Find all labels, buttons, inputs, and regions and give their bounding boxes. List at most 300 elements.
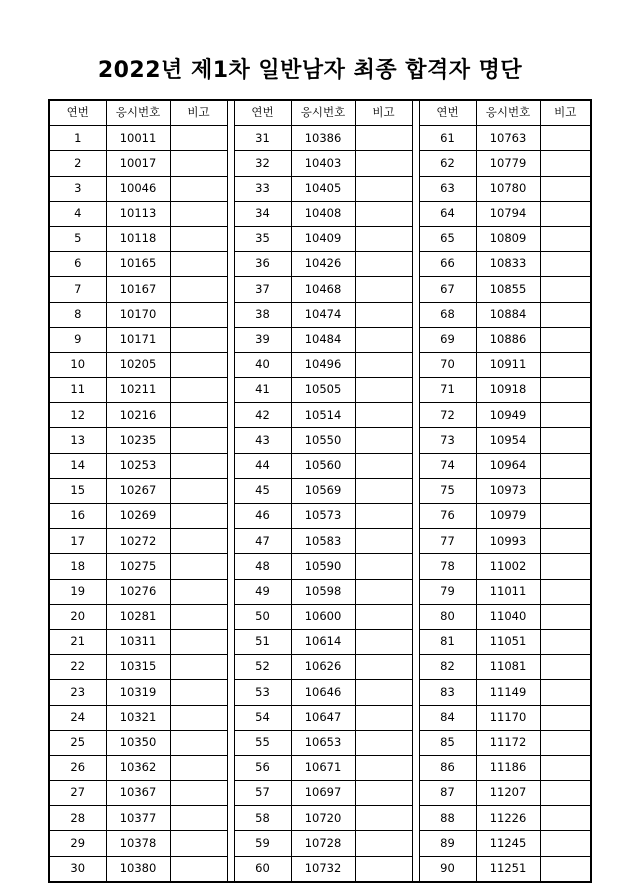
table-row	[49, 831, 591, 856]
seq-cell: 78	[419, 554, 476, 579]
remark-cell	[170, 604, 227, 629]
seq-cell: 46	[234, 504, 291, 529]
remark-cell	[540, 806, 591, 831]
column-gap	[227, 655, 234, 680]
column-gap	[412, 856, 419, 882]
exam-no-cell: 10614	[291, 629, 355, 654]
exam-no-cell: 10671	[291, 755, 355, 780]
seq-cell: 26	[49, 755, 106, 780]
column-gap	[227, 856, 234, 882]
seq-cell: 38	[234, 302, 291, 327]
seq-cell: 12	[49, 403, 106, 428]
remark-cell	[170, 126, 227, 151]
seq-cell: 66	[419, 252, 476, 277]
header-exam-no: 응시번호	[476, 100, 540, 126]
seq-cell: 47	[234, 529, 291, 554]
remark-cell	[355, 629, 412, 654]
seq-cell: 7	[49, 277, 106, 302]
remark-cell	[355, 126, 412, 151]
remark-cell	[355, 730, 412, 755]
column-gap	[412, 579, 419, 604]
column-gap	[227, 529, 234, 554]
exam-no-cell: 11149	[476, 680, 540, 705]
exam-no-cell: 10350	[106, 730, 170, 755]
column-gap	[412, 453, 419, 478]
exam-no-cell: 11051	[476, 629, 540, 654]
exam-no-cell: 10474	[291, 302, 355, 327]
seq-cell: 89	[419, 831, 476, 856]
table-row	[49, 529, 591, 554]
exam-no-cell: 10514	[291, 403, 355, 428]
seq-cell: 64	[419, 201, 476, 226]
seq-cell: 41	[234, 378, 291, 403]
exam-no-cell: 10763	[476, 126, 540, 151]
exam-no-cell: 10809	[476, 226, 540, 251]
column-gap	[412, 680, 419, 705]
column-gap	[412, 831, 419, 856]
column-gap	[227, 403, 234, 428]
exam-no-cell: 10560	[291, 453, 355, 478]
remark-cell	[170, 352, 227, 377]
exam-no-cell: 10949	[476, 403, 540, 428]
remark-cell	[170, 730, 227, 755]
exam-no-cell: 10378	[106, 831, 170, 856]
seq-cell: 74	[419, 453, 476, 478]
seq-cell: 16	[49, 504, 106, 529]
seq-cell: 37	[234, 277, 291, 302]
seq-cell: 55	[234, 730, 291, 755]
column-gap	[227, 629, 234, 654]
seq-cell: 13	[49, 428, 106, 453]
remark-cell	[170, 378, 227, 403]
exam-no-cell: 11002	[476, 554, 540, 579]
remark-cell	[170, 226, 227, 251]
remark-cell	[170, 504, 227, 529]
exam-no-cell: 10377	[106, 806, 170, 831]
seq-cell: 40	[234, 352, 291, 377]
exam-no-cell: 10833	[476, 252, 540, 277]
seq-cell: 30	[49, 856, 106, 882]
remark-cell	[355, 579, 412, 604]
result-table	[48, 99, 592, 883]
column-gap	[412, 100, 419, 126]
exam-no-cell: 10046	[106, 176, 170, 201]
remark-cell	[355, 252, 412, 277]
exam-no-cell: 10484	[291, 327, 355, 352]
seq-cell: 18	[49, 554, 106, 579]
exam-no-cell: 10276	[106, 579, 170, 604]
column-gap	[227, 151, 234, 176]
column-gap	[412, 403, 419, 428]
exam-no-cell: 10573	[291, 504, 355, 529]
exam-no-cell: 11172	[476, 730, 540, 755]
seq-cell: 52	[234, 655, 291, 680]
column-gap	[227, 201, 234, 226]
column-gap	[412, 629, 419, 654]
column-gap	[412, 529, 419, 554]
remark-cell	[540, 428, 591, 453]
column-gap	[227, 579, 234, 604]
column-gap	[412, 781, 419, 806]
remark-cell	[170, 529, 227, 554]
column-gap	[412, 478, 419, 503]
exam-no-cell: 10979	[476, 504, 540, 529]
seq-cell: 79	[419, 579, 476, 604]
remark-cell	[540, 277, 591, 302]
table-row	[49, 453, 591, 478]
exam-no-cell: 10253	[106, 453, 170, 478]
exam-no-cell: 10367	[106, 781, 170, 806]
table-row	[49, 554, 591, 579]
table-row	[49, 226, 591, 251]
column-gap	[412, 352, 419, 377]
exam-no-cell: 10954	[476, 428, 540, 453]
exam-no-cell: 10569	[291, 478, 355, 503]
seq-cell: 3	[49, 176, 106, 201]
column-gap	[227, 831, 234, 856]
seq-cell: 27	[49, 781, 106, 806]
seq-cell: 77	[419, 529, 476, 554]
seq-cell: 11	[49, 378, 106, 403]
column-gap	[227, 806, 234, 831]
remark-cell	[540, 831, 591, 856]
remark-cell	[355, 453, 412, 478]
exam-no-cell: 11251	[476, 856, 540, 882]
table-row	[49, 403, 591, 428]
seq-cell: 32	[234, 151, 291, 176]
seq-cell: 23	[49, 680, 106, 705]
remark-cell	[540, 755, 591, 780]
exam-no-cell: 10590	[291, 554, 355, 579]
remark-cell	[355, 831, 412, 856]
remark-cell	[540, 378, 591, 403]
table-row	[49, 856, 591, 882]
exam-no-cell: 10600	[291, 604, 355, 629]
remark-cell	[170, 428, 227, 453]
remark-cell	[355, 201, 412, 226]
column-gap	[412, 428, 419, 453]
exam-no-cell: 11081	[476, 655, 540, 680]
column-gap	[227, 755, 234, 780]
exam-no-cell: 10993	[476, 529, 540, 554]
exam-no-cell: 10653	[291, 730, 355, 755]
exam-no-cell: 11245	[476, 831, 540, 856]
seq-cell: 24	[49, 705, 106, 730]
exam-no-cell: 10886	[476, 327, 540, 352]
header-exam-no: 응시번호	[106, 100, 170, 126]
remark-cell	[355, 352, 412, 377]
column-gap	[412, 252, 419, 277]
remark-cell	[170, 629, 227, 654]
remark-cell	[355, 378, 412, 403]
table-row	[49, 176, 591, 201]
remark-cell	[355, 755, 412, 780]
remark-cell	[355, 680, 412, 705]
exam-no-cell: 11170	[476, 705, 540, 730]
seq-cell: 14	[49, 453, 106, 478]
remark-cell	[355, 302, 412, 327]
column-gap	[227, 604, 234, 629]
remark-cell	[355, 478, 412, 503]
seq-cell: 2	[49, 151, 106, 176]
table-row	[49, 730, 591, 755]
remark-cell	[355, 277, 412, 302]
table-row	[49, 781, 591, 806]
seq-cell: 65	[419, 226, 476, 251]
seq-cell: 76	[419, 504, 476, 529]
seq-cell: 61	[419, 126, 476, 151]
table-row	[49, 352, 591, 377]
seq-cell: 82	[419, 655, 476, 680]
seq-cell: 20	[49, 604, 106, 629]
exam-no-cell: 10964	[476, 453, 540, 478]
table-row	[49, 579, 591, 604]
seq-cell: 81	[419, 629, 476, 654]
exam-no-cell: 10272	[106, 529, 170, 554]
remark-cell	[355, 529, 412, 554]
seq-cell: 43	[234, 428, 291, 453]
table-row	[49, 126, 591, 151]
remark-cell	[170, 403, 227, 428]
table-row	[49, 277, 591, 302]
remark-cell	[170, 705, 227, 730]
seq-cell: 31	[234, 126, 291, 151]
seq-cell: 33	[234, 176, 291, 201]
exam-no-cell: 10626	[291, 655, 355, 680]
header-seq: 연번	[234, 100, 291, 126]
remark-cell	[540, 478, 591, 503]
header-remark: 비고	[540, 100, 591, 126]
column-gap	[412, 705, 419, 730]
exam-no-cell: 10321	[106, 705, 170, 730]
exam-no-cell: 10720	[291, 806, 355, 831]
seq-cell: 85	[419, 730, 476, 755]
exam-no-cell: 10319	[106, 680, 170, 705]
seq-cell: 45	[234, 478, 291, 503]
remark-cell	[540, 151, 591, 176]
seq-cell: 70	[419, 352, 476, 377]
column-gap	[412, 176, 419, 201]
seq-cell: 10	[49, 352, 106, 377]
page-title: 2022년 제1차 일반남자 최종 합격자 명단	[97, 58, 523, 83]
exam-no-cell: 10118	[106, 226, 170, 251]
exam-no-cell: 10779	[476, 151, 540, 176]
remark-cell	[540, 529, 591, 554]
exam-no-cell: 10426	[291, 252, 355, 277]
remark-cell	[170, 478, 227, 503]
exam-no-cell: 10403	[291, 151, 355, 176]
seq-cell: 44	[234, 453, 291, 478]
seq-cell: 39	[234, 327, 291, 352]
table-row	[49, 629, 591, 654]
remark-cell	[540, 730, 591, 755]
exam-no-cell: 10267	[106, 478, 170, 503]
column-gap	[227, 226, 234, 251]
remark-cell	[170, 806, 227, 831]
exam-no-cell: 10855	[476, 277, 540, 302]
exam-no-cell: 10794	[476, 201, 540, 226]
table-row	[49, 151, 591, 176]
remark-cell	[170, 277, 227, 302]
exam-no-cell: 10275	[106, 554, 170, 579]
column-gap	[227, 176, 234, 201]
seq-cell: 53	[234, 680, 291, 705]
table-row	[49, 755, 591, 780]
seq-cell: 50	[234, 604, 291, 629]
exam-no-cell: 11207	[476, 781, 540, 806]
table-row	[49, 428, 591, 453]
table-row	[49, 201, 591, 226]
column-gap	[227, 252, 234, 277]
remark-cell	[355, 226, 412, 251]
remark-cell	[355, 428, 412, 453]
column-gap	[227, 100, 234, 126]
remark-cell	[170, 252, 227, 277]
seq-cell: 22	[49, 655, 106, 680]
remark-cell	[170, 831, 227, 856]
column-gap	[227, 277, 234, 302]
seq-cell: 15	[49, 478, 106, 503]
column-gap	[412, 327, 419, 352]
exam-no-cell: 10697	[291, 781, 355, 806]
column-gap	[412, 655, 419, 680]
column-gap	[227, 453, 234, 478]
exam-no-cell: 10550	[291, 428, 355, 453]
seq-cell: 34	[234, 201, 291, 226]
seq-cell: 60	[234, 856, 291, 882]
seq-cell: 75	[419, 478, 476, 503]
column-gap	[412, 126, 419, 151]
seq-cell: 8	[49, 302, 106, 327]
exam-no-cell: 10269	[106, 504, 170, 529]
table-row	[49, 378, 591, 403]
seq-cell: 88	[419, 806, 476, 831]
column-gap	[227, 781, 234, 806]
remark-cell	[355, 856, 412, 882]
table-row	[49, 327, 591, 352]
seq-cell: 29	[49, 831, 106, 856]
column-gap	[227, 730, 234, 755]
seq-cell: 1	[49, 126, 106, 151]
seq-cell: 19	[49, 579, 106, 604]
exam-no-cell: 10165	[106, 252, 170, 277]
exam-no-cell: 10113	[106, 201, 170, 226]
column-gap	[227, 327, 234, 352]
column-gap	[412, 226, 419, 251]
seq-cell: 72	[419, 403, 476, 428]
seq-cell: 51	[234, 629, 291, 654]
seq-cell: 63	[419, 176, 476, 201]
column-gap	[412, 151, 419, 176]
remark-cell	[170, 201, 227, 226]
seq-cell: 86	[419, 755, 476, 780]
seq-cell: 56	[234, 755, 291, 780]
exam-no-cell: 10216	[106, 403, 170, 428]
remark-cell	[540, 327, 591, 352]
remark-cell	[355, 554, 412, 579]
seq-cell: 80	[419, 604, 476, 629]
seq-cell: 6	[49, 252, 106, 277]
seq-cell: 4	[49, 201, 106, 226]
remark-cell	[170, 579, 227, 604]
remark-cell	[540, 226, 591, 251]
remark-cell	[540, 781, 591, 806]
remark-cell	[540, 554, 591, 579]
column-gap	[412, 277, 419, 302]
exam-no-cell: 11186	[476, 755, 540, 780]
column-gap	[227, 705, 234, 730]
remark-cell	[170, 151, 227, 176]
seq-cell: 17	[49, 529, 106, 554]
exam-no-cell: 10205	[106, 352, 170, 377]
column-gap	[412, 201, 419, 226]
exam-no-cell: 10211	[106, 378, 170, 403]
seq-cell: 59	[234, 831, 291, 856]
exam-no-cell: 10171	[106, 327, 170, 352]
remark-cell	[170, 176, 227, 201]
seq-cell: 48	[234, 554, 291, 579]
exam-no-cell: 10408	[291, 201, 355, 226]
remark-cell	[355, 403, 412, 428]
table-row	[49, 302, 591, 327]
exam-no-cell: 10011	[106, 126, 170, 151]
exam-no-cell: 10170	[106, 302, 170, 327]
seq-cell: 35	[234, 226, 291, 251]
exam-no-cell: 10780	[476, 176, 540, 201]
column-gap	[412, 604, 419, 629]
exam-no-cell: 10911	[476, 352, 540, 377]
column-gap	[227, 680, 234, 705]
seq-cell: 68	[419, 302, 476, 327]
remark-cell	[355, 655, 412, 680]
exam-no-cell: 10598	[291, 579, 355, 604]
seq-cell: 73	[419, 428, 476, 453]
column-gap	[412, 378, 419, 403]
remark-cell	[170, 755, 227, 780]
exam-no-cell: 10583	[291, 529, 355, 554]
seq-cell: 54	[234, 705, 291, 730]
seq-cell: 83	[419, 680, 476, 705]
remark-cell	[170, 781, 227, 806]
seq-cell: 9	[49, 327, 106, 352]
exam-no-cell: 10235	[106, 428, 170, 453]
seq-cell: 58	[234, 806, 291, 831]
remark-cell	[540, 126, 591, 151]
table-row	[49, 705, 591, 730]
remark-cell	[355, 151, 412, 176]
seq-cell: 5	[49, 226, 106, 251]
remark-cell	[170, 655, 227, 680]
table-row	[49, 806, 591, 831]
exam-no-cell: 10405	[291, 176, 355, 201]
header-seq: 연번	[49, 100, 106, 126]
seq-cell: 71	[419, 378, 476, 403]
remark-cell	[540, 579, 591, 604]
column-gap	[227, 504, 234, 529]
exam-no-cell: 10311	[106, 629, 170, 654]
column-gap	[412, 730, 419, 755]
table-row	[49, 680, 591, 705]
seq-cell: 90	[419, 856, 476, 882]
exam-no-cell: 10167	[106, 277, 170, 302]
seq-cell: 87	[419, 781, 476, 806]
remark-cell	[540, 629, 591, 654]
exam-no-cell: 10409	[291, 226, 355, 251]
table-row	[49, 478, 591, 503]
column-gap	[412, 806, 419, 831]
header-remark: 비고	[355, 100, 412, 126]
exam-no-cell: 11011	[476, 579, 540, 604]
